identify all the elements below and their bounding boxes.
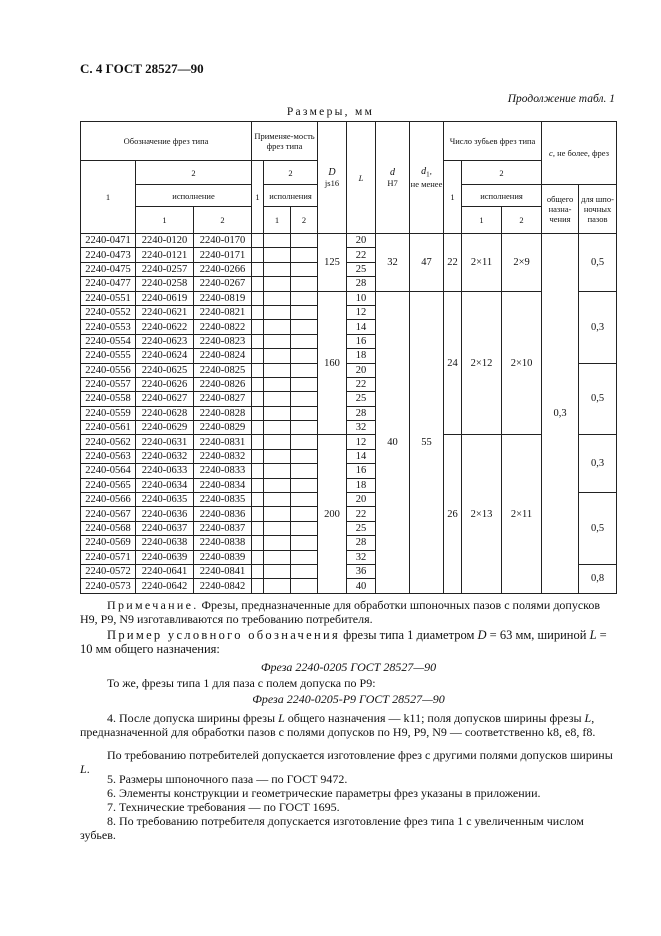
designation-cell: 2240-0838 <box>194 536 252 550</box>
header-app-v1: 1 <box>264 207 291 234</box>
L-cell: 36 <box>347 564 376 578</box>
designation-cell: 2240-0823 <box>194 334 252 348</box>
designation-cell: 2240-0566 <box>81 493 136 507</box>
header-type2: 2 <box>136 161 252 185</box>
applicability-cell <box>264 349 291 363</box>
designation-cell: 2240-0637 <box>136 521 194 535</box>
applicability-cell <box>252 377 264 391</box>
designation-cell: 2240-0819 <box>194 291 252 305</box>
designation-cell: 2240-0835 <box>194 493 252 507</box>
designation-cell: 2240-0834 <box>194 478 252 492</box>
c-general-group: 0,3 <box>542 234 579 594</box>
teeth2v1-group-c: 2×12 <box>462 291 502 435</box>
applicability-cell <box>264 392 291 406</box>
applicability-cell <box>252 248 264 262</box>
page-header: С. 4 ГОСТ 28527—90 <box>80 61 204 76</box>
L-cell: 28 <box>347 406 376 420</box>
designation-cell: 2240-0475 <box>81 262 136 276</box>
L-cell: 28 <box>347 277 376 291</box>
D-group-125: 125 <box>318 234 347 292</box>
designation-cell: 2240-0562 <box>81 435 136 449</box>
header-teeth-v2: 2 <box>502 207 542 234</box>
applicability-cell <box>264 421 291 435</box>
header-keyway: для шпо-ночных пазов <box>579 185 617 234</box>
applicability-cell <box>291 564 318 578</box>
designation-cell: 2240-0836 <box>194 507 252 521</box>
designation-cell: 2240-0554 <box>81 334 136 348</box>
header-variants: исполнения <box>264 185 318 207</box>
designation-cell: 2240-0825 <box>194 363 252 377</box>
designation-cell: 2240-0624 <box>136 349 194 363</box>
applicability-cell <box>264 262 291 276</box>
applicability-cell <box>252 493 264 507</box>
designation-cell: 2240-0827 <box>194 392 252 406</box>
designation-cell: 2240-0553 <box>81 320 136 334</box>
D-group-160: 160 <box>318 291 347 435</box>
designation-cell: 2240-0629 <box>136 421 194 435</box>
L-cell: 28 <box>347 536 376 550</box>
applicability-cell <box>291 406 318 420</box>
designation-cell: 2240-0569 <box>81 536 136 550</box>
applicability-cell <box>252 507 264 521</box>
same-example-paragraph: То же, фрезы типа 1 для паза с полем допуска по Р9: <box>107 676 376 690</box>
designation-cell: 2240-0622 <box>136 320 194 334</box>
applicability-cell <box>291 550 318 564</box>
L-cell: 22 <box>347 377 376 391</box>
L-cell: 10 <box>347 291 376 305</box>
designation-cell: 2240-0121 <box>136 248 194 262</box>
applicability-cell <box>264 521 291 535</box>
applicability-cell <box>252 521 264 535</box>
clause-5: 5. Размеры шпоночного паза — по ГОСТ 9472. <box>107 772 348 786</box>
c-keyway-group-1: 0,5 <box>579 234 617 292</box>
designation-cell: 2240-0551 <box>81 291 136 305</box>
designation-cell: 2240-0628 <box>136 406 194 420</box>
applicability-cell <box>252 421 264 435</box>
D-group-200: 200 <box>318 435 347 593</box>
designation-cell: 2240-0824 <box>194 349 252 363</box>
teeth2v1-group-a: 2×11 <box>462 234 502 292</box>
applicability-cell <box>291 248 318 262</box>
c-keyway-group-3: 0,5 <box>579 363 617 435</box>
designation-cell: 2240-0627 <box>136 392 194 406</box>
table-row <box>81 234 617 248</box>
L-cell: 14 <box>347 449 376 463</box>
applicability-cell <box>291 305 318 319</box>
applicability-cell <box>252 334 264 348</box>
applicability-cell <box>291 392 318 406</box>
applicability-cell <box>264 464 291 478</box>
designation-cell: 2240-0571 <box>81 550 136 564</box>
teeth2v2-group-b: 2×9 <box>502 234 542 292</box>
applicability-cell <box>252 564 264 578</box>
header-teeth: Число зубьев фрез типа <box>444 122 542 161</box>
applicability-cell <box>264 564 291 578</box>
applicability-cell <box>252 320 264 334</box>
designation-cell: 2240-0633 <box>136 464 194 478</box>
applicability-cell <box>291 377 318 391</box>
applicability-cell <box>264 334 291 348</box>
applicability-cell <box>291 435 318 449</box>
applicability-cell <box>252 262 264 276</box>
header-teeth-v1: 1 <box>462 207 502 234</box>
designation-cell: 2240-0841 <box>194 564 252 578</box>
header-designation: Обозначение фрез типа <box>81 122 252 161</box>
designation-cell: 2240-0631 <box>136 435 194 449</box>
designation-cell: 2240-0826 <box>194 377 252 391</box>
header-general: общего назна-чения <box>542 185 579 234</box>
designation-example-1: Фреза 2240-0205 ГОСТ 28527—90 <box>260 660 437 674</box>
designation-cell: 2240-0829 <box>194 421 252 435</box>
designation-cell: 2240-0258 <box>136 277 194 291</box>
applicability-cell <box>264 493 291 507</box>
applicability-cell <box>264 579 291 593</box>
applicability-cell <box>264 248 291 262</box>
L-cell: 12 <box>347 435 376 449</box>
designation-cell: 2240-0822 <box>194 320 252 334</box>
designation-cell: 2240-0266 <box>194 262 252 276</box>
teeth2v2-group-d: 2×10 <box>502 291 542 435</box>
applicability-cell <box>264 305 291 319</box>
designation-cell: 2240-0477 <box>81 277 136 291</box>
applicability-cell <box>252 536 264 550</box>
applicability-cell <box>291 493 318 507</box>
c-keyway-group-4: 0,3 <box>579 435 617 493</box>
designation-cell: 2240-0557 <box>81 377 136 391</box>
applicability-cell <box>264 406 291 420</box>
applicability-cell <box>264 550 291 564</box>
designation-cell: 2240-0635 <box>136 493 194 507</box>
applicability-cell <box>291 507 318 521</box>
designation-cell: 2240-0832 <box>194 449 252 463</box>
applicability-cell <box>264 291 291 305</box>
designation-cell: 2240-0170 <box>194 234 252 248</box>
designation-cell: 2240-0619 <box>136 291 194 305</box>
applicability-cell <box>264 507 291 521</box>
designation-cell: 2240-0621 <box>136 305 194 319</box>
L-cell: 32 <box>347 550 376 564</box>
designation-cell: 2240-0828 <box>194 406 252 420</box>
d-group-40: 40 <box>376 291 410 593</box>
c-keyway-group-6: 0,8 <box>579 564 617 593</box>
applicability-cell <box>252 277 264 291</box>
applicability-cell <box>291 521 318 535</box>
designation-cell: 2240-0563 <box>81 449 136 463</box>
applicability-cell <box>291 464 318 478</box>
header-teeth-variants: исполнения <box>462 185 542 207</box>
designation-cell: 2240-0821 <box>194 305 252 319</box>
applicability-cell <box>252 464 264 478</box>
header-d1: $d_1$, не менее <box>410 122 444 234</box>
applicability-cell <box>291 277 318 291</box>
designation-cell: 2240-0561 <box>81 421 136 435</box>
applicability-cell <box>291 363 318 377</box>
designation-cell: 2240-0842 <box>194 579 252 593</box>
designation-cell: 2240-0556 <box>81 363 136 377</box>
L-cell: 20 <box>347 493 376 507</box>
L-cell: 16 <box>347 464 376 478</box>
L-cell: 20 <box>347 234 376 248</box>
example-paragraph: Пример условного обозначения фрезы типа 1 диаметром D = 63 мм, шириной L = 10 мм общего назначения: <box>80 628 607 656</box>
designation-cell: 2240-0567 <box>81 507 136 521</box>
header-teeth-type2: 2 <box>462 161 542 185</box>
clause-8: 8. По требованию потребителя допускается изготовление фрез типа 1 с увеличенным числом зубьев. <box>80 814 584 842</box>
designation-cell: 2240-0639 <box>136 550 194 564</box>
applicability-cell <box>252 363 264 377</box>
L-cell: 32 <box>347 421 376 435</box>
applicability-cell <box>291 262 318 276</box>
header-type1: 1 <box>81 161 136 234</box>
designation-cell: 2240-0555 <box>81 349 136 363</box>
applicability-cell <box>291 536 318 550</box>
L-cell: 14 <box>347 320 376 334</box>
applicability-cell <box>291 349 318 363</box>
applicability-cell <box>264 377 291 391</box>
applicability-cell <box>264 363 291 377</box>
header-app-type2: 2 <box>264 161 318 185</box>
applicability-cell <box>252 478 264 492</box>
applicability-cell <box>291 579 318 593</box>
designation-cell: 2240-0565 <box>81 478 136 492</box>
designation-cell: 2240-0831 <box>194 435 252 449</box>
header-applicability: Применяе-мость фрез типа <box>252 122 318 161</box>
designation-cell: 2240-0642 <box>136 579 194 593</box>
header-L: L <box>347 122 376 234</box>
designation-cell: 2240-0473 <box>81 248 136 262</box>
header-app-v2: 2 <box>291 207 318 234</box>
applicability-cell <box>291 291 318 305</box>
L-cell: 25 <box>347 521 376 535</box>
c-keyway-group-5: 0,5 <box>579 493 617 565</box>
designation-cell: 2240-0171 <box>194 248 252 262</box>
applicability-cell <box>252 406 264 420</box>
designation-cell: 2240-0559 <box>81 406 136 420</box>
designation-cell: 2240-0623 <box>136 334 194 348</box>
applicability-cell <box>264 320 291 334</box>
designation-cell: 2240-0257 <box>136 262 194 276</box>
designation-cell: 2240-0568 <box>81 521 136 535</box>
designation-cell: 2240-0632 <box>136 449 194 463</box>
L-cell: 12 <box>347 305 376 319</box>
teeth1-group-22: 22 <box>444 234 462 292</box>
table-row <box>81 291 617 305</box>
designation-cell: 2240-0839 <box>194 550 252 564</box>
designation-cell: 2240-0636 <box>136 507 194 521</box>
designation-cell: 2240-0641 <box>136 564 194 578</box>
designation-cell: 2240-0638 <box>136 536 194 550</box>
note-paragraph: Примечание. Фрезы, предназначенные для обработки шпоночных пазов с полями допусков Н9, Р9, N9 изготавливаются по требованию потребителя. <box>80 598 601 626</box>
d1-group-55: 55 <box>410 291 444 593</box>
header-app-type1: 1 <box>252 161 264 234</box>
header-d: d H7 <box>376 122 410 234</box>
designation-cell: 2240-0833 <box>194 464 252 478</box>
table-row <box>81 435 617 449</box>
applicability-cell <box>252 234 264 248</box>
clause-6: 6. Элементы конструкции и геометрические параметры фрез указаны в приложении. <box>107 786 541 800</box>
L-cell: 16 <box>347 334 376 348</box>
header-v1: 1 <box>136 207 194 234</box>
applicability-cell <box>264 478 291 492</box>
header-teeth-type1: 1 <box>444 161 462 234</box>
designation-cell: 2240-0626 <box>136 377 194 391</box>
designation-cell: 2240-0837 <box>194 521 252 535</box>
designation-cell: 2240-0558 <box>81 392 136 406</box>
table-continuation-label: Продолжение табл. 1 <box>507 93 615 105</box>
clause-7: 7. Технические требования — по ГОСТ 1695. <box>107 800 340 814</box>
designation-cell: 2240-0564 <box>81 464 136 478</box>
designation-cell: 2240-0471 <box>81 234 136 248</box>
applicability-cell <box>252 579 264 593</box>
d1-group-47: 47 <box>410 234 444 292</box>
L-cell: 18 <box>347 478 376 492</box>
clause-4: 4. После допуска ширины фрезы L общего назначения — k11; поля допусков ширины фрезы L, предназначенной для обработки пазов с полями допусков по Н9, Р9, N9 — соответственно k8, e8, f8. <box>80 711 596 739</box>
L-cell: 20 <box>347 363 376 377</box>
applicability-cell <box>264 277 291 291</box>
applicability-cell <box>291 234 318 248</box>
dimensions-caption: Размеры, мм <box>286 106 375 118</box>
applicability-cell <box>291 449 318 463</box>
applicability-cell <box>252 449 264 463</box>
designation-example-2: Фреза 2240-0205-Р9 ГОСТ 28527—90 <box>252 692 445 706</box>
consumer-paragraph: По требованию потребителей допускается изготовление фрез с другими полями допусков ширины L. <box>80 748 613 776</box>
applicability-cell <box>291 320 318 334</box>
L-cell: 22 <box>347 248 376 262</box>
applicability-cell <box>252 291 264 305</box>
c-keyway-group-2: 0,3 <box>579 291 617 363</box>
teeth1-group-26: 26 <box>444 435 462 593</box>
designation-cell: 2240-0572 <box>81 564 136 578</box>
header-c: c, не более, фрез <box>542 122 617 185</box>
designation-cell: 2240-0120 <box>136 234 194 248</box>
L-cell: 40 <box>347 579 376 593</box>
applicability-cell <box>252 349 264 363</box>
applicability-cell <box>291 478 318 492</box>
designation-cell: 2240-0625 <box>136 363 194 377</box>
L-cell: 22 <box>347 507 376 521</box>
designation-cell: 2240-0267 <box>194 277 252 291</box>
teeth2v2-group-f: 2×11 <box>502 435 542 593</box>
applicability-cell <box>252 435 264 449</box>
applicability-cell <box>264 234 291 248</box>
teeth2v1-group-e: 2×13 <box>462 435 502 593</box>
applicability-cell <box>291 421 318 435</box>
L-cell: 25 <box>347 392 376 406</box>
teeth1-group-24: 24 <box>444 291 462 435</box>
cutter-dimensions-table <box>80 121 617 594</box>
header-v2: 2 <box>194 207 252 234</box>
designation-cell: 2240-0552 <box>81 305 136 319</box>
applicability-cell <box>291 334 318 348</box>
L-cell: 25 <box>347 262 376 276</box>
designation-cell: 2240-0634 <box>136 478 194 492</box>
applicability-cell <box>252 305 264 319</box>
applicability-cell <box>252 392 264 406</box>
applicability-cell <box>264 449 291 463</box>
d-group-32: 32 <box>376 234 410 292</box>
L-cell: 18 <box>347 349 376 363</box>
designation-cell: 2240-0573 <box>81 579 136 593</box>
header-D: D js16 <box>318 122 347 234</box>
applicability-cell <box>264 536 291 550</box>
header-variant: исполнение <box>136 185 252 207</box>
applicability-cell <box>252 550 264 564</box>
applicability-cell <box>264 435 291 449</box>
